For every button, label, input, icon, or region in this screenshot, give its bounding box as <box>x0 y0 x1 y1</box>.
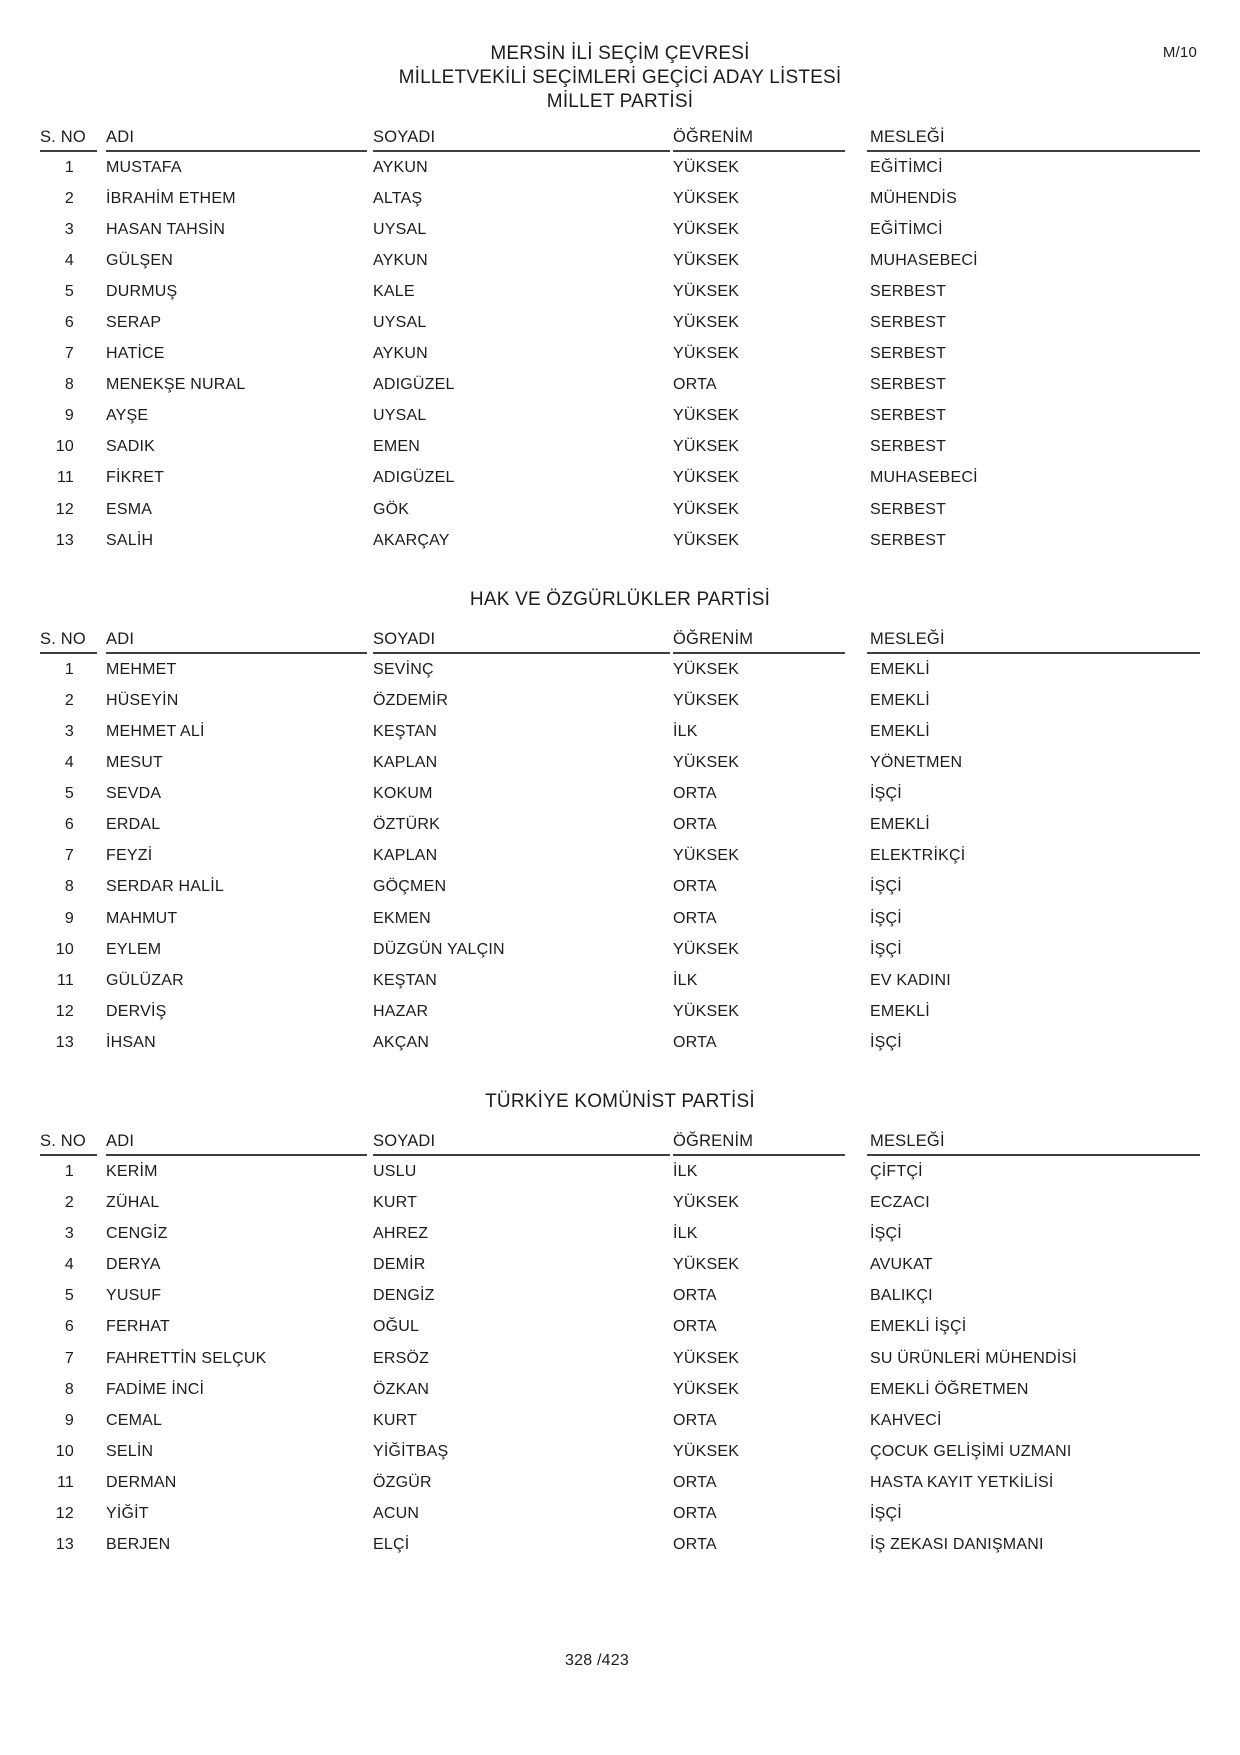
title-line-list: MİLLETVEKİLİ SEÇİMLERİ GEÇİCİ ADAY LİSTESİ <box>398 67 842 88</box>
cell-sno: 13 <box>55 1033 74 1051</box>
table-row <box>40 1467 1200 1498</box>
cell-adi: HÜSEYİN <box>106 691 179 709</box>
cell-ogrenim: YÜKSEK <box>673 1194 740 1212</box>
cell-ogrenim: ORTA <box>673 1318 717 1336</box>
cell-meslegi: İŞÇİ <box>870 878 902 896</box>
cell-sno: 11 <box>56 1473 74 1491</box>
cell-soyadi: EKMEN <box>373 909 431 927</box>
cell-adi: MUSTAFA <box>106 158 182 176</box>
cell-sno: 4 <box>64 754 74 772</box>
table-row <box>40 1156 1200 1187</box>
cell-soyadi: ADIGÜZEL <box>373 376 455 394</box>
cell-adi: İBRAHİM ETHEM <box>106 189 236 207</box>
table-row <box>40 1312 1200 1343</box>
cell-meslegi: İŞÇİ <box>870 785 902 803</box>
document-title-block <box>0 0 1240 114</box>
cell-meslegi: İŞÇİ <box>870 1033 902 1051</box>
cell-soyadi: ERSÖZ <box>373 1349 430 1367</box>
cell-sno: 7 <box>64 1349 74 1367</box>
cell-soyadi: AKARÇAY <box>373 531 450 549</box>
cell-meslegi: İŞÇİ <box>870 940 902 958</box>
cell-sno: 3 <box>64 1225 74 1243</box>
cell-soyadi: ÖZKAN <box>373 1380 430 1398</box>
cell-ogrenim: YÜKSEK <box>673 1442 740 1460</box>
cell-meslegi: SERBEST <box>870 376 947 394</box>
table-row <box>40 1343 1200 1374</box>
cell-adi: SADIK <box>106 438 156 456</box>
table-row <box>40 245 1200 276</box>
cell-adi: SERAP <box>106 314 162 332</box>
cell-meslegi: EMEKLİ <box>870 691 930 709</box>
table-row <box>40 152 1200 183</box>
cell-meslegi: İŞ ZEKASI DANIŞMANI <box>870 1536 1044 1554</box>
cell-meslegi: ÇİFTÇİ <box>870 1162 923 1180</box>
cell-meslegi: EMEKLİ <box>870 816 930 834</box>
cell-sno: 4 <box>64 1256 74 1274</box>
cell-adi: İHSAN <box>106 1033 156 1051</box>
cell-sno: 2 <box>64 1194 74 1212</box>
cell-meslegi: SERBEST <box>870 314 947 332</box>
table-row <box>40 432 1200 463</box>
cell-soyadi: UYSAL <box>373 407 427 425</box>
cell-meslegi: MÜHENDİS <box>870 189 957 207</box>
cell-sno: 2 <box>64 189 74 207</box>
candidate-tables <box>40 129 1200 1561</box>
cell-meslegi: AVUKAT <box>870 1256 933 1274</box>
cell-soyadi: SEVİNÇ <box>373 660 434 678</box>
cell-adi: CENGİZ <box>106 1225 168 1243</box>
cell-soyadi: KALE <box>373 282 415 300</box>
column-header-ogrenim: ÖĞRENİM <box>673 631 845 654</box>
table-row <box>40 463 1200 494</box>
cell-soyadi: AKÇAN <box>373 1033 430 1051</box>
column-header-soyadi: SOYADI <box>373 1133 670 1156</box>
cell-ogrenim: YÜKSEK <box>673 1349 740 1367</box>
cell-meslegi: İŞÇİ <box>870 1225 902 1243</box>
cell-ogrenim: İLK <box>673 1162 698 1180</box>
cell-meslegi: SERBEST <box>870 438 947 456</box>
cell-adi: DERYA <box>106 1256 161 1274</box>
cell-adi: HASAN TAHSİN <box>106 220 226 238</box>
cell-soyadi: UYSAL <box>373 220 427 238</box>
cell-ogrenim: ORTA <box>673 1505 717 1523</box>
cell-ogrenim: YÜKSEK <box>673 1002 740 1020</box>
table-row <box>40 748 1200 779</box>
cell-soyadi: ÖZTÜRK <box>373 816 440 834</box>
table-row <box>40 1250 1200 1281</box>
cell-meslegi: EV KADINI <box>870 971 951 989</box>
cell-meslegi: EMEKLİ <box>870 660 930 678</box>
cell-ogrenim: YÜKSEK <box>673 158 740 176</box>
page-code: M/10 <box>1162 44 1197 61</box>
cell-sno: 3 <box>64 722 74 740</box>
cell-sno: 6 <box>64 314 74 332</box>
column-header-ogrenim: ÖĞRENİM <box>673 129 845 152</box>
cell-sno: 5 <box>64 785 74 803</box>
cell-adi: FİKRET <box>106 469 165 487</box>
cell-soyadi: ALTAŞ <box>373 189 423 207</box>
cell-meslegi: SERBEST <box>870 282 947 300</box>
cell-adi: KERİM <box>106 1162 158 1180</box>
cell-ogrenim: YÜKSEK <box>673 500 740 518</box>
table-row <box>40 276 1200 307</box>
cell-adi: HATİCE <box>106 345 165 363</box>
cell-adi: SELİN <box>106 1442 154 1460</box>
cell-soyadi: GÖÇMEN <box>373 878 447 896</box>
cell-soyadi: DENGİZ <box>373 1287 435 1305</box>
cell-soyadi: GÖK <box>373 500 410 518</box>
cell-sno: 2 <box>64 691 74 709</box>
cell-ogrenim: ORTA <box>673 816 717 834</box>
cell-adi: DERMAN <box>106 1473 177 1491</box>
column-header-meslegi: MESLEĞİ <box>867 631 1200 654</box>
cell-adi: FAHRETTİN SELÇUK <box>106 1349 267 1367</box>
cell-adi: ZÜHAL <box>106 1194 160 1212</box>
cell-adi: YİĞİT <box>106 1505 149 1523</box>
cell-meslegi: SERBEST <box>870 531 947 549</box>
table-row <box>40 685 1200 716</box>
cell-sno: 1 <box>64 1162 74 1180</box>
cell-soyadi: EMEN <box>373 438 421 456</box>
cell-meslegi: SERBEST <box>870 500 947 518</box>
title-line-province: MERSİN İLİ SEÇİM ÇEVRESİ <box>490 43 750 64</box>
cell-meslegi: İŞÇİ <box>870 1505 902 1523</box>
party-title: HAK VE ÖZGÜRLÜKLER PARTİSİ <box>469 589 771 611</box>
column-header-adi: ADI <box>106 631 367 654</box>
cell-meslegi: SERBEST <box>870 407 947 425</box>
cell-sno: 9 <box>64 1411 74 1429</box>
cell-soyadi: KAPLAN <box>373 847 438 865</box>
cell-sno: 10 <box>55 438 74 456</box>
cell-adi: ERDAL <box>106 816 161 834</box>
cell-ogrenim: YÜKSEK <box>673 407 740 425</box>
cell-ogrenim: İLK <box>673 1225 698 1243</box>
cell-sno: 3 <box>64 220 74 238</box>
cell-ogrenim: YÜKSEK <box>673 314 740 332</box>
cell-meslegi: MUHASEBECİ <box>870 469 978 487</box>
cell-sno: 12 <box>55 1505 74 1523</box>
cell-sno: 8 <box>64 878 74 896</box>
cell-meslegi: İŞÇİ <box>870 909 902 927</box>
table-row <box>40 401 1200 432</box>
cell-soyadi: USLU <box>373 1162 417 1180</box>
column-header-sno: S. NO <box>40 1133 97 1156</box>
cell-sno: 6 <box>64 1318 74 1336</box>
cell-adi: ESMA <box>106 500 153 518</box>
cell-sno: 12 <box>55 500 74 518</box>
cell-adi: BERJEN <box>106 1536 171 1554</box>
cell-sno: 13 <box>55 531 74 549</box>
cell-ogrenim: ORTA <box>673 1411 717 1429</box>
cell-meslegi: EMEKLİ ÖĞRETMEN <box>870 1380 1029 1398</box>
cell-sno: 10 <box>55 1442 74 1460</box>
cell-meslegi: ÇOCUK GELİŞİMİ UZMANI <box>870 1442 1072 1460</box>
cell-adi: MENEKŞE NURAL <box>106 376 246 394</box>
table-row <box>40 339 1200 370</box>
table-row <box>40 307 1200 338</box>
cell-ogrenim: YÜKSEK <box>673 1380 740 1398</box>
cell-soyadi: HAZAR <box>373 1002 429 1020</box>
table-row <box>40 1027 1200 1058</box>
cell-soyadi: ACUN <box>373 1505 420 1523</box>
cell-sno: 8 <box>64 376 74 394</box>
party-title-first: MİLLET PARTİSİ <box>546 91 694 112</box>
cell-meslegi: SU ÜRÜNLERİ MÜHENDİSİ <box>870 1349 1077 1367</box>
table-row <box>40 1374 1200 1405</box>
cell-meslegi: BALIKÇI <box>870 1287 933 1305</box>
cell-ogrenim: YÜKSEK <box>673 691 740 709</box>
column-header-sno: S. NO <box>40 631 97 654</box>
cell-ogrenim: ORTA <box>673 785 717 803</box>
party-title: TÜRKİYE KOMÜNİST PARTİSİ <box>485 1091 755 1113</box>
cell-sno: 7 <box>64 345 74 363</box>
cell-sno: 13 <box>55 1536 74 1554</box>
table-row <box>40 903 1200 934</box>
cell-ogrenim: YÜKSEK <box>673 345 740 363</box>
table-row <box>40 1436 1200 1467</box>
table-header-row <box>40 631 1200 654</box>
cell-ogrenim: YÜKSEK <box>673 940 740 958</box>
cell-soyadi: KOKUM <box>373 785 433 803</box>
cell-ogrenim: ORTA <box>673 909 717 927</box>
cell-ogrenim: YÜKSEK <box>673 438 740 456</box>
table-row <box>40 525 1200 556</box>
cell-sno: 10 <box>55 940 74 958</box>
table-row <box>40 810 1200 841</box>
cell-meslegi: YÖNETMEN <box>870 754 963 772</box>
cell-ogrenim: ORTA <box>673 878 717 896</box>
cell-ogrenim: YÜKSEK <box>673 469 740 487</box>
cell-adi: YUSUF <box>106 1287 162 1305</box>
table-row <box>40 716 1200 747</box>
cell-soyadi: ÖZGÜR <box>373 1473 432 1491</box>
cell-meslegi: EĞİTİMCİ <box>870 158 943 176</box>
column-header-adi: ADI <box>106 1133 367 1156</box>
cell-ogrenim: YÜKSEK <box>673 282 740 300</box>
cell-meslegi: KAHVECİ <box>870 1411 942 1429</box>
cell-soyadi: KEŞTAN <box>373 722 438 740</box>
cell-soyadi: AHREZ <box>373 1225 429 1243</box>
table-row <box>40 1530 1200 1561</box>
cell-soyadi: ÖZDEMİR <box>373 691 449 709</box>
cell-adi: SERDAR HALİL <box>106 878 224 896</box>
cell-ogrenim: ORTA <box>673 1287 717 1305</box>
cell-sno: 7 <box>64 847 74 865</box>
table-header-row <box>40 129 1200 152</box>
cell-soyadi: ADIGÜZEL <box>373 469 455 487</box>
cell-adi: FADİME İNCİ <box>106 1380 205 1398</box>
page-number-footer: 328 /423 <box>565 1652 629 1669</box>
table-row <box>40 494 1200 525</box>
cell-ogrenim: YÜKSEK <box>673 189 740 207</box>
cell-soyadi: AYKUN <box>373 345 428 363</box>
cell-soyadi: ELÇİ <box>373 1536 410 1554</box>
table-row <box>40 1498 1200 1529</box>
cell-ogrenim: YÜKSEK <box>673 847 740 865</box>
cell-sno: 11 <box>56 469 74 487</box>
cell-ogrenim: YÜKSEK <box>673 660 740 678</box>
cell-ogrenim: YÜKSEK <box>673 754 740 772</box>
cell-meslegi: SERBEST <box>870 345 947 363</box>
cell-sno: 6 <box>64 816 74 834</box>
cell-meslegi: EMEKLİ <box>870 722 930 740</box>
cell-meslegi: EMEKLİ <box>870 1002 930 1020</box>
cell-sno: 9 <box>64 909 74 927</box>
cell-ogrenim: ORTA <box>673 1536 717 1554</box>
cell-adi: GÜLŞEN <box>106 251 173 269</box>
column-header-meslegi: MESLEĞİ <box>867 1133 1200 1156</box>
cell-adi: EYLEM <box>106 940 162 958</box>
cell-ogrenim: ORTA <box>673 1473 717 1491</box>
column-header-soyadi: SOYADI <box>373 129 670 152</box>
cell-meslegi: HASTA KAYIT YETKİLİSİ <box>870 1473 1054 1491</box>
cell-adi: MEHMET ALİ <box>106 722 205 740</box>
cell-sno: 9 <box>64 407 74 425</box>
cell-sno: 8 <box>64 1380 74 1398</box>
cell-adi: SALİH <box>106 531 154 549</box>
cell-ogrenim: YÜKSEK <box>673 251 740 269</box>
cell-sno: 4 <box>64 251 74 269</box>
table-row <box>40 1405 1200 1436</box>
cell-ogrenim: YÜKSEK <box>673 220 740 238</box>
cell-ogrenim: YÜKSEK <box>673 1256 740 1274</box>
cell-meslegi: ECZACI <box>870 1194 930 1212</box>
cell-sno: 1 <box>64 660 74 678</box>
column-header-ogrenim: ÖĞRENİM <box>673 1133 845 1156</box>
cell-ogrenim: YÜKSEK <box>673 531 740 549</box>
column-header-soyadi: SOYADI <box>373 631 670 654</box>
cell-ogrenim: İLK <box>673 722 698 740</box>
table-row <box>40 996 1200 1027</box>
cell-soyadi: DÜZGÜN YALÇIN <box>373 940 505 958</box>
cell-meslegi: ELEKTRİKÇİ <box>870 847 966 865</box>
table-row <box>40 965 1200 996</box>
table-row <box>40 1188 1200 1219</box>
cell-adi: DURMUŞ <box>106 282 178 300</box>
cell-soyadi: KURT <box>373 1411 418 1429</box>
cell-adi: AYŞE <box>106 407 149 425</box>
table-row <box>40 872 1200 903</box>
cell-sno: 1 <box>64 158 74 176</box>
cell-soyadi: KAPLAN <box>373 754 438 772</box>
cell-sno: 5 <box>64 1287 74 1305</box>
table-row <box>40 1281 1200 1312</box>
cell-sno: 12 <box>55 1002 74 1020</box>
cell-adi: CEMAL <box>106 1411 163 1429</box>
table-row <box>40 214 1200 245</box>
cell-ogrenim: ORTA <box>673 376 717 394</box>
cell-adi: FERHAT <box>106 1318 171 1336</box>
table-row <box>40 654 1200 685</box>
cell-meslegi: EMEKLİ İŞÇİ <box>870 1318 967 1336</box>
cell-adi: MAHMUT <box>106 909 178 927</box>
cell-soyadi: OĞUL <box>373 1318 420 1336</box>
cell-ogrenim: İLK <box>673 971 698 989</box>
cell-ogrenim: ORTA <box>673 1033 717 1051</box>
cell-meslegi: MUHASEBECİ <box>870 251 978 269</box>
cell-sno: 11 <box>56 971 74 989</box>
cell-adi: FEYZİ <box>106 847 153 865</box>
table-row <box>40 841 1200 872</box>
cell-soyadi: AYKUN <box>373 251 428 269</box>
cell-adi: GÜLÜZAR <box>106 971 184 989</box>
cell-sno: 5 <box>64 282 74 300</box>
cell-adi: SEVDA <box>106 785 162 803</box>
cell-soyadi: YİĞİTBAŞ <box>373 1442 449 1460</box>
table-row <box>40 1219 1200 1250</box>
column-header-adi: ADI <box>106 129 367 152</box>
column-header-meslegi: MESLEĞİ <box>867 129 1200 152</box>
cell-adi: DERVİŞ <box>106 1002 167 1020</box>
table-row <box>40 183 1200 214</box>
table-row <box>40 934 1200 965</box>
cell-soyadi: DEMİR <box>373 1256 426 1274</box>
cell-soyadi: AYKUN <box>373 158 428 176</box>
column-header-sno: S. NO <box>40 129 97 152</box>
table-row <box>40 370 1200 401</box>
cell-adi: MEHMET <box>106 660 177 678</box>
cell-soyadi: KEŞTAN <box>373 971 438 989</box>
cell-meslegi: EĞİTİMCİ <box>870 220 943 238</box>
table-header-row <box>40 1133 1200 1156</box>
table-row <box>40 779 1200 810</box>
cell-adi: MESUT <box>106 754 163 772</box>
cell-soyadi: UYSAL <box>373 314 427 332</box>
cell-soyadi: KURT <box>373 1194 418 1212</box>
